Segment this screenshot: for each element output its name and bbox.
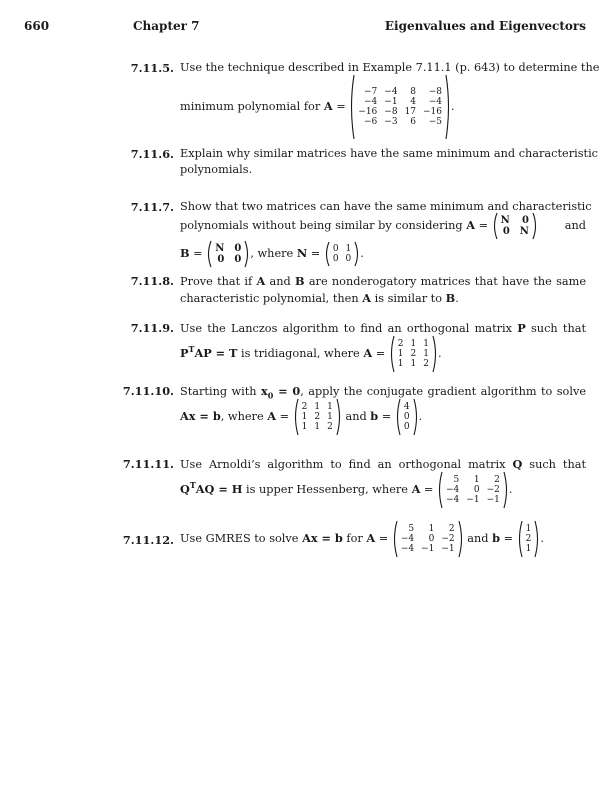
math-symbol: A bbox=[362, 291, 372, 305]
left-paren bbox=[389, 335, 395, 373]
matrix-entry: 0 bbox=[234, 254, 242, 265]
exercise-text: Use Arnoldi’s algorithm to find an orthogonal matrix bbox=[180, 458, 506, 471]
exercise-text: Show that two matrices can have the same minimum and characteristic bbox=[180, 200, 592, 213]
matrix-entry: 2 bbox=[410, 349, 417, 359]
left-paren bbox=[395, 398, 401, 436]
matrix-entry: N bbox=[215, 243, 225, 254]
exercise-text: where bbox=[257, 247, 294, 260]
exercise-text: such that bbox=[529, 458, 587, 471]
right-paren bbox=[503, 471, 509, 509]
matrix-A bbox=[492, 212, 538, 240]
matrix-A bbox=[437, 471, 509, 509]
left-paren bbox=[206, 240, 212, 268]
right-paren bbox=[432, 335, 438, 373]
exercise-text: Explain why similar matrices have the same minimum and characteristic bbox=[180, 147, 599, 160]
matrix-entry: −1 bbox=[466, 495, 480, 505]
exercise-number: 7.11.9. bbox=[130, 321, 174, 335]
math-symbol: Ax = b bbox=[302, 531, 343, 545]
exercise-text: polynomials. bbox=[180, 163, 253, 176]
matrix-entry: −8 bbox=[428, 87, 443, 97]
matrix-entry: 0 bbox=[234, 243, 242, 254]
matrix-entry: 1 bbox=[345, 244, 352, 254]
matrix-entry: 1 bbox=[301, 412, 308, 422]
matrix-A bbox=[389, 335, 438, 373]
right-paren bbox=[336, 398, 342, 436]
chapter-title: Chapter 7 bbox=[133, 19, 200, 33]
matrix-entry: −2 bbox=[486, 485, 500, 495]
matrix-entry: 5 bbox=[408, 524, 415, 534]
matrix-entry: 1 bbox=[314, 402, 321, 412]
matrix-B bbox=[206, 240, 250, 268]
matrix-entry: 6 bbox=[410, 117, 417, 127]
matrix-entry: 2 bbox=[397, 339, 404, 349]
matrix-entry: −4 bbox=[428, 97, 443, 107]
right-paren bbox=[354, 241, 360, 267]
matrix-entry: −6 bbox=[364, 117, 378, 127]
right-paren bbox=[413, 398, 419, 436]
matrix-entry: −7 bbox=[364, 87, 378, 97]
exercise-number: 7.11.7. bbox=[130, 200, 174, 214]
math-symbol: $x_0 = 0$ bbox=[261, 384, 301, 401]
exercise-text: are nonderogatory matrices that have the same bbox=[308, 275, 587, 288]
matrix-entry: −2 bbox=[441, 534, 455, 544]
matrix-entry: 1 bbox=[423, 339, 429, 349]
exercise-text: characteristic polynomial, then bbox=[180, 292, 359, 305]
exercise-text: apply the conjugate gradient algorithm to solve bbox=[308, 385, 587, 398]
math-symbol: b bbox=[370, 409, 379, 423]
exercise-number: 7.11.11. bbox=[122, 457, 174, 471]
right-paren bbox=[534, 520, 540, 558]
matrix-entry: −4 bbox=[446, 485, 460, 495]
exercise-text: is tridiagonal, where bbox=[241, 347, 360, 360]
vector-b bbox=[517, 520, 541, 558]
matrix-entry: −16 bbox=[423, 107, 443, 117]
matrix-A bbox=[349, 74, 451, 140]
matrix-entry: 5 bbox=[453, 475, 460, 485]
math-symbol: A bbox=[411, 482, 421, 496]
matrix-entry: 0 bbox=[217, 254, 225, 265]
exercise-text: is similar to bbox=[374, 292, 443, 305]
right-paren bbox=[244, 240, 250, 268]
left-paren bbox=[492, 212, 498, 240]
exercise-number: 7.11.8. bbox=[130, 274, 174, 288]
matrix-entry: −1 bbox=[421, 544, 435, 554]
math-symbol: B bbox=[180, 246, 190, 260]
left-paren bbox=[349, 74, 355, 140]
math-symbol: b bbox=[492, 531, 500, 545]
matrix-entry: N bbox=[500, 215, 510, 226]
matrix-entry: 0 bbox=[428, 534, 435, 544]
matrix-entry: −1 bbox=[441, 544, 455, 554]
math-symbol: B bbox=[445, 291, 456, 305]
matrix-entry: −4 bbox=[400, 544, 415, 554]
math-symbol: B bbox=[295, 274, 305, 288]
matrix-entry: 1 bbox=[525, 524, 532, 534]
exercise-text: where bbox=[227, 410, 264, 423]
left-paren bbox=[437, 471, 443, 509]
matrix-entry: 0 bbox=[473, 485, 480, 495]
matrix-entry: 1 bbox=[314, 422, 321, 432]
exercise-text: minimum polynomial for bbox=[180, 100, 321, 113]
left-paren bbox=[392, 520, 398, 558]
matrix-entry: 2 bbox=[314, 412, 321, 422]
matrix-entry: −1 bbox=[486, 495, 500, 505]
math-symbol: $Q^TAQ = H$ bbox=[180, 480, 243, 496]
left-paren bbox=[517, 520, 523, 558]
right-paren bbox=[532, 212, 538, 240]
matrix-entry: 1 bbox=[473, 475, 480, 485]
math-symbol: A bbox=[323, 99, 333, 113]
math-symbol: A bbox=[256, 274, 266, 288]
matrix-entry: −16 bbox=[358, 107, 378, 117]
matrix-entry: 8 bbox=[410, 87, 417, 97]
matrix-entry: −1 bbox=[384, 97, 398, 107]
matrix-entry: 4 bbox=[403, 402, 410, 412]
matrix-entry: 1 bbox=[327, 402, 333, 412]
exercise-number: 7.11.10. bbox=[122, 384, 174, 398]
exercise-text: Use the technique described in Example 7.11.1 (p. 643) to determine the bbox=[180, 61, 600, 74]
matrix-entry: 0 bbox=[502, 226, 510, 237]
matrix-entry: 0 bbox=[345, 254, 352, 264]
matrix-entry: 1 bbox=[410, 339, 417, 349]
matrix-entry: −4 bbox=[364, 97, 378, 107]
exercise-text: Prove that if bbox=[180, 275, 253, 288]
left-paren bbox=[324, 241, 330, 267]
matrix-N bbox=[324, 241, 360, 267]
page-number: 660 bbox=[24, 19, 50, 33]
math-symbol: A bbox=[267, 409, 276, 423]
math-symbol: N bbox=[296, 246, 308, 260]
matrix-entry: −5 bbox=[428, 117, 443, 127]
matrix-entry: 1 bbox=[428, 524, 435, 534]
exercise-text: polynomials without being similar by considering bbox=[180, 219, 463, 232]
matrix-entry: 0 bbox=[403, 422, 410, 432]
left-paren bbox=[293, 398, 299, 436]
matrix-entry: 1 bbox=[410, 359, 417, 369]
matrix-entry: 1 bbox=[301, 422, 308, 432]
matrix-entry: 4 bbox=[410, 97, 417, 107]
exercise-text: and bbox=[269, 275, 291, 288]
matrix-entry: 0 bbox=[332, 254, 339, 264]
matrix-entry: 17 bbox=[404, 107, 417, 117]
math-symbol: P bbox=[517, 321, 526, 335]
math-symbol: A bbox=[363, 346, 373, 360]
math-symbol: Ax = b bbox=[180, 409, 221, 423]
exercise-text: is upper Hessenberg, where bbox=[246, 483, 408, 496]
exercise-number: 7.11.5. bbox=[130, 61, 174, 75]
matrix-entry: −3 bbox=[384, 117, 398, 127]
math-symbol: A bbox=[466, 218, 475, 232]
exercise-text: for bbox=[346, 532, 363, 545]
exercise-text: Use the Lanczos algorithm to find an orthogonal matrix bbox=[180, 322, 512, 335]
right-paren bbox=[458, 520, 464, 558]
matrix-entry: N bbox=[519, 226, 529, 237]
matrix-A bbox=[293, 398, 342, 436]
exercise-number: 7.11.12. bbox=[122, 533, 174, 547]
matrix-entry: 1 bbox=[327, 412, 333, 422]
matrix-entry: 0 bbox=[521, 215, 529, 226]
matrix-entry: −4 bbox=[446, 495, 460, 505]
matrix-entry: 2 bbox=[301, 402, 308, 412]
matrix-entry: 2 bbox=[423, 359, 429, 369]
matrix-entry: 1 bbox=[525, 544, 532, 554]
exercise-text: Starting with bbox=[180, 385, 257, 398]
exercise-text: Use GMRES to solve bbox=[180, 532, 299, 545]
exercise-text: and bbox=[345, 410, 367, 423]
math-symbol: $P^TAP = T$ bbox=[180, 344, 238, 360]
matrix-entry: −4 bbox=[400, 534, 415, 544]
math-symbol: A bbox=[366, 531, 376, 545]
matrix-entry: 2 bbox=[525, 534, 532, 544]
exercise-number: 7.11.6. bbox=[130, 147, 174, 161]
vector-b bbox=[395, 398, 419, 436]
exercise-text: and bbox=[564, 219, 586, 232]
matrix-entry: 0 bbox=[332, 244, 339, 254]
matrix-entry: 1 bbox=[397, 349, 404, 359]
matrix-entry: 2 bbox=[327, 422, 333, 432]
section-title: Eigenvalues and Eigenvectors bbox=[384, 19, 586, 33]
math-symbol: Q bbox=[512, 457, 523, 471]
matrix-entry: 2 bbox=[494, 475, 500, 485]
right-paren bbox=[445, 74, 451, 140]
matrix-entry: −4 bbox=[384, 87, 398, 97]
matrix-entry: 2 bbox=[448, 524, 455, 534]
exercise-text: and bbox=[467, 532, 489, 545]
matrix-entry: 1 bbox=[397, 359, 404, 369]
matrix-A bbox=[392, 520, 464, 558]
matrix-entry: −8 bbox=[384, 107, 398, 117]
matrix-entry: 0 bbox=[403, 412, 410, 422]
matrix-entry: 1 bbox=[423, 349, 429, 359]
exercise-text: such that bbox=[531, 322, 587, 335]
